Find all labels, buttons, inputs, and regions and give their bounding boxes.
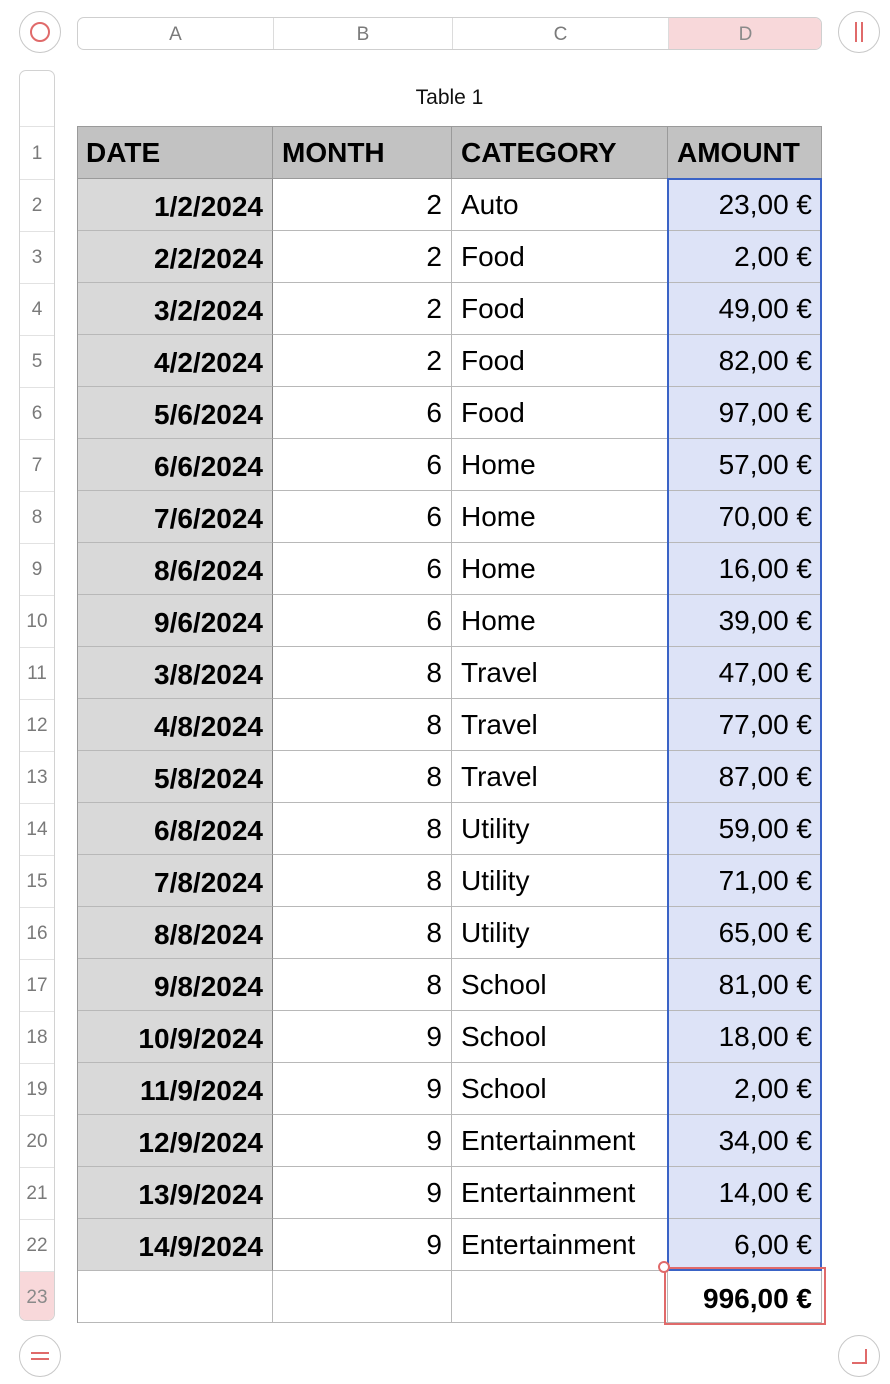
cell-date[interactable]: 7/6/2024 xyxy=(77,491,273,543)
cell-amount[interactable]: 59,00 € xyxy=(668,803,822,855)
cell-month[interactable]: 6 xyxy=(273,595,452,647)
add-columns-handle-icon xyxy=(852,20,866,44)
row-header-9[interactable]: 9 xyxy=(20,543,54,595)
row-header-2[interactable]: 2 xyxy=(20,179,54,231)
cell-amount[interactable]: 81,00 € xyxy=(668,959,822,1011)
cell-amount[interactable]: 70,00 € xyxy=(668,491,822,543)
cell-amount[interactable]: 49,00 € xyxy=(668,283,822,335)
cell-amount[interactable]: 65,00 € xyxy=(668,907,822,959)
column-header-d[interactable]: D xyxy=(669,18,822,49)
cell-month[interactable]: 8 xyxy=(273,907,452,959)
cell-date[interactable]: 8/8/2024 xyxy=(77,907,273,959)
cell-month[interactable]: 8 xyxy=(273,959,452,1011)
row-header-corner xyxy=(20,71,54,126)
cell-amount[interactable]: 6,00 € xyxy=(668,1219,822,1271)
row-header-10[interactable]: 10 xyxy=(20,595,54,647)
cell-category[interactable]: Home xyxy=(452,595,668,647)
cell-date[interactable]: 7/8/2024 xyxy=(77,855,273,907)
cell-date[interactable]: 4/8/2024 xyxy=(77,699,273,751)
cell-category[interactable]: Entertainment xyxy=(452,1115,668,1167)
cell-category[interactable]: Travel xyxy=(452,647,668,699)
row-header-13[interactable]: 13 xyxy=(20,751,54,803)
footer-cell-category[interactable] xyxy=(452,1271,668,1323)
cell-month[interactable]: 9 xyxy=(273,1219,452,1271)
cell-date[interactable]: 3/8/2024 xyxy=(77,647,273,699)
row-header-3[interactable]: 3 xyxy=(20,231,54,283)
footer-cell-month[interactable] xyxy=(273,1271,452,1323)
cell-category[interactable]: Utility xyxy=(452,803,668,855)
header-cell-date[interactable]: DATE xyxy=(77,126,273,179)
row-header-bar xyxy=(19,70,55,1321)
cell-date[interactable]: 1/2/2024 xyxy=(77,179,273,231)
cell-category[interactable]: Food xyxy=(452,387,668,439)
row-header-18[interactable]: 18 xyxy=(20,1011,54,1063)
add-rows-button[interactable] xyxy=(19,1335,61,1377)
column-header-bar xyxy=(77,17,822,50)
cell-amount[interactable]: 14,00 € xyxy=(668,1167,822,1219)
table-select-button[interactable] xyxy=(19,11,61,53)
cell-month[interactable]: 8 xyxy=(273,647,452,699)
cell-month[interactable]: 2 xyxy=(273,179,452,231)
row-header-15[interactable]: 15 xyxy=(20,855,54,907)
cell-category[interactable]: Home xyxy=(452,439,668,491)
cell-month[interactable]: 9 xyxy=(273,1115,452,1167)
header-cell-amount[interactable]: AMOUNT xyxy=(668,126,822,179)
cell-category[interactable]: Travel xyxy=(452,699,668,751)
cell-category[interactable]: Utility xyxy=(452,907,668,959)
footer-cell-date[interactable] xyxy=(77,1271,273,1323)
cell-date[interactable]: 10/9/2024 xyxy=(77,1011,273,1063)
selection-drag-handle[interactable] xyxy=(658,1261,670,1273)
cell-category[interactable]: Travel xyxy=(452,751,668,803)
table-select-circle-icon xyxy=(29,21,51,43)
cell-month[interactable]: 9 xyxy=(273,1063,452,1115)
cell-category[interactable]: School xyxy=(452,1063,668,1115)
cell-category[interactable]: Food xyxy=(452,231,668,283)
cell-date[interactable]: 2/2/2024 xyxy=(77,231,273,283)
cell-category[interactable]: Home xyxy=(452,491,668,543)
cell-amount[interactable]: 97,00 € xyxy=(668,387,822,439)
cell-month[interactable]: 8 xyxy=(273,699,452,751)
cell-date[interactable]: 9/6/2024 xyxy=(77,595,273,647)
cell-date[interactable]: 3/2/2024 xyxy=(77,283,273,335)
cell-category[interactable]: Food xyxy=(452,335,668,387)
cell-category[interactable]: School xyxy=(452,959,668,1011)
cell-month[interactable]: 6 xyxy=(273,439,452,491)
resize-table-handle-icon xyxy=(849,1346,869,1366)
cell-month[interactable]: 2 xyxy=(273,283,452,335)
cell-date[interactable]: 12/9/2024 xyxy=(77,1115,273,1167)
row-header-4[interactable]: 4 xyxy=(20,283,54,335)
column-header-c[interactable]: C xyxy=(453,18,669,49)
cell-month[interactable]: 6 xyxy=(273,387,452,439)
row-header-23[interactable]: 23 xyxy=(20,1271,54,1321)
cell-amount[interactable]: 82,00 € xyxy=(668,335,822,387)
cell-amount[interactable]: 39,00 € xyxy=(668,595,822,647)
cell-month[interactable]: 2 xyxy=(273,335,452,387)
cell-month[interactable]: 2 xyxy=(273,231,452,283)
cell-date[interactable]: 8/6/2024 xyxy=(77,543,273,595)
cell-amount[interactable]: 57,00 € xyxy=(668,439,822,491)
header-cell-category[interactable]: CATEGORY xyxy=(452,126,668,179)
row-header-16[interactable]: 16 xyxy=(20,907,54,959)
resize-table-button[interactable] xyxy=(838,1335,880,1377)
cell-date[interactable]: 5/6/2024 xyxy=(77,387,273,439)
row-header-6[interactable]: 6 xyxy=(20,387,54,439)
row-header-1[interactable]: 1 xyxy=(20,126,54,179)
row-header-8[interactable]: 8 xyxy=(20,491,54,543)
cell-date[interactable]: 9/8/2024 xyxy=(77,959,273,1011)
cell-month[interactable]: 9 xyxy=(273,1011,452,1063)
cell-category[interactable]: Auto xyxy=(452,179,668,231)
row-header-5[interactable]: 5 xyxy=(20,335,54,387)
cell-amount[interactable]: 2,00 € xyxy=(668,1063,822,1115)
cell-date[interactable]: 11/9/2024 xyxy=(77,1063,273,1115)
cell-month[interactable]: 6 xyxy=(273,543,452,595)
cell-date[interactable]: 6/6/2024 xyxy=(77,439,273,491)
cell-category[interactable]: Home xyxy=(452,543,668,595)
row-header-19[interactable]: 19 xyxy=(20,1063,54,1115)
cell-month[interactable]: 6 xyxy=(273,491,452,543)
cell-month[interactable]: 8 xyxy=(273,803,452,855)
add-rows-handle-icon xyxy=(29,1349,51,1363)
row-header-12[interactable]: 12 xyxy=(20,699,54,751)
cell-category[interactable]: Utility xyxy=(452,855,668,907)
cell-category[interactable]: Entertainment xyxy=(452,1167,668,1219)
cell-amount[interactable]: 23,00 € xyxy=(668,179,822,231)
column-header-a[interactable]: A xyxy=(78,18,274,49)
cell-month[interactable]: 9 xyxy=(273,1167,452,1219)
row-header-17[interactable]: 17 xyxy=(20,959,54,1011)
cell-amount[interactable]: 34,00 € xyxy=(668,1115,822,1167)
column-header-b[interactable]: B xyxy=(274,18,453,49)
add-columns-button[interactable] xyxy=(838,11,880,53)
table-title[interactable]: Table 1 xyxy=(415,86,484,109)
row-header-21[interactable]: 21 xyxy=(20,1167,54,1219)
cell-category[interactable]: Food xyxy=(452,283,668,335)
row-header-14[interactable]: 14 xyxy=(20,803,54,855)
cell-month[interactable]: 8 xyxy=(273,855,452,907)
cell-amount[interactable]: 47,00 € xyxy=(668,647,822,699)
row-header-20[interactable]: 20 xyxy=(20,1115,54,1167)
cell-date[interactable]: 4/2/2024 xyxy=(77,335,273,387)
cell-date[interactable]: 13/9/2024 xyxy=(77,1167,273,1219)
cell-category[interactable]: School xyxy=(452,1011,668,1063)
cell-amount[interactable]: 18,00 € xyxy=(668,1011,822,1063)
cell-amount[interactable]: 16,00 € xyxy=(668,543,822,595)
cell-date[interactable]: 6/8/2024 xyxy=(77,803,273,855)
cell-date[interactable]: 14/9/2024 xyxy=(77,1219,273,1271)
cell-amount[interactable]: 77,00 € xyxy=(668,699,822,751)
cell-amount[interactable]: 87,00 € xyxy=(668,751,822,803)
cell-date[interactable]: 5/8/2024 xyxy=(77,751,273,803)
cell-category[interactable]: Entertainment xyxy=(452,1219,668,1271)
row-header-22[interactable]: 22 xyxy=(20,1219,54,1271)
total-amount-cell[interactable]: 996,00 € xyxy=(668,1271,822,1323)
cell-month[interactable]: 8 xyxy=(273,751,452,803)
cell-amount[interactable]: 2,00 € xyxy=(668,231,822,283)
row-header-11[interactable]: 11 xyxy=(20,647,54,699)
row-header-7[interactable]: 7 xyxy=(20,439,54,491)
cell-amount[interactable]: 71,00 € xyxy=(668,855,822,907)
header-cell-month[interactable]: MONTH xyxy=(273,126,452,179)
